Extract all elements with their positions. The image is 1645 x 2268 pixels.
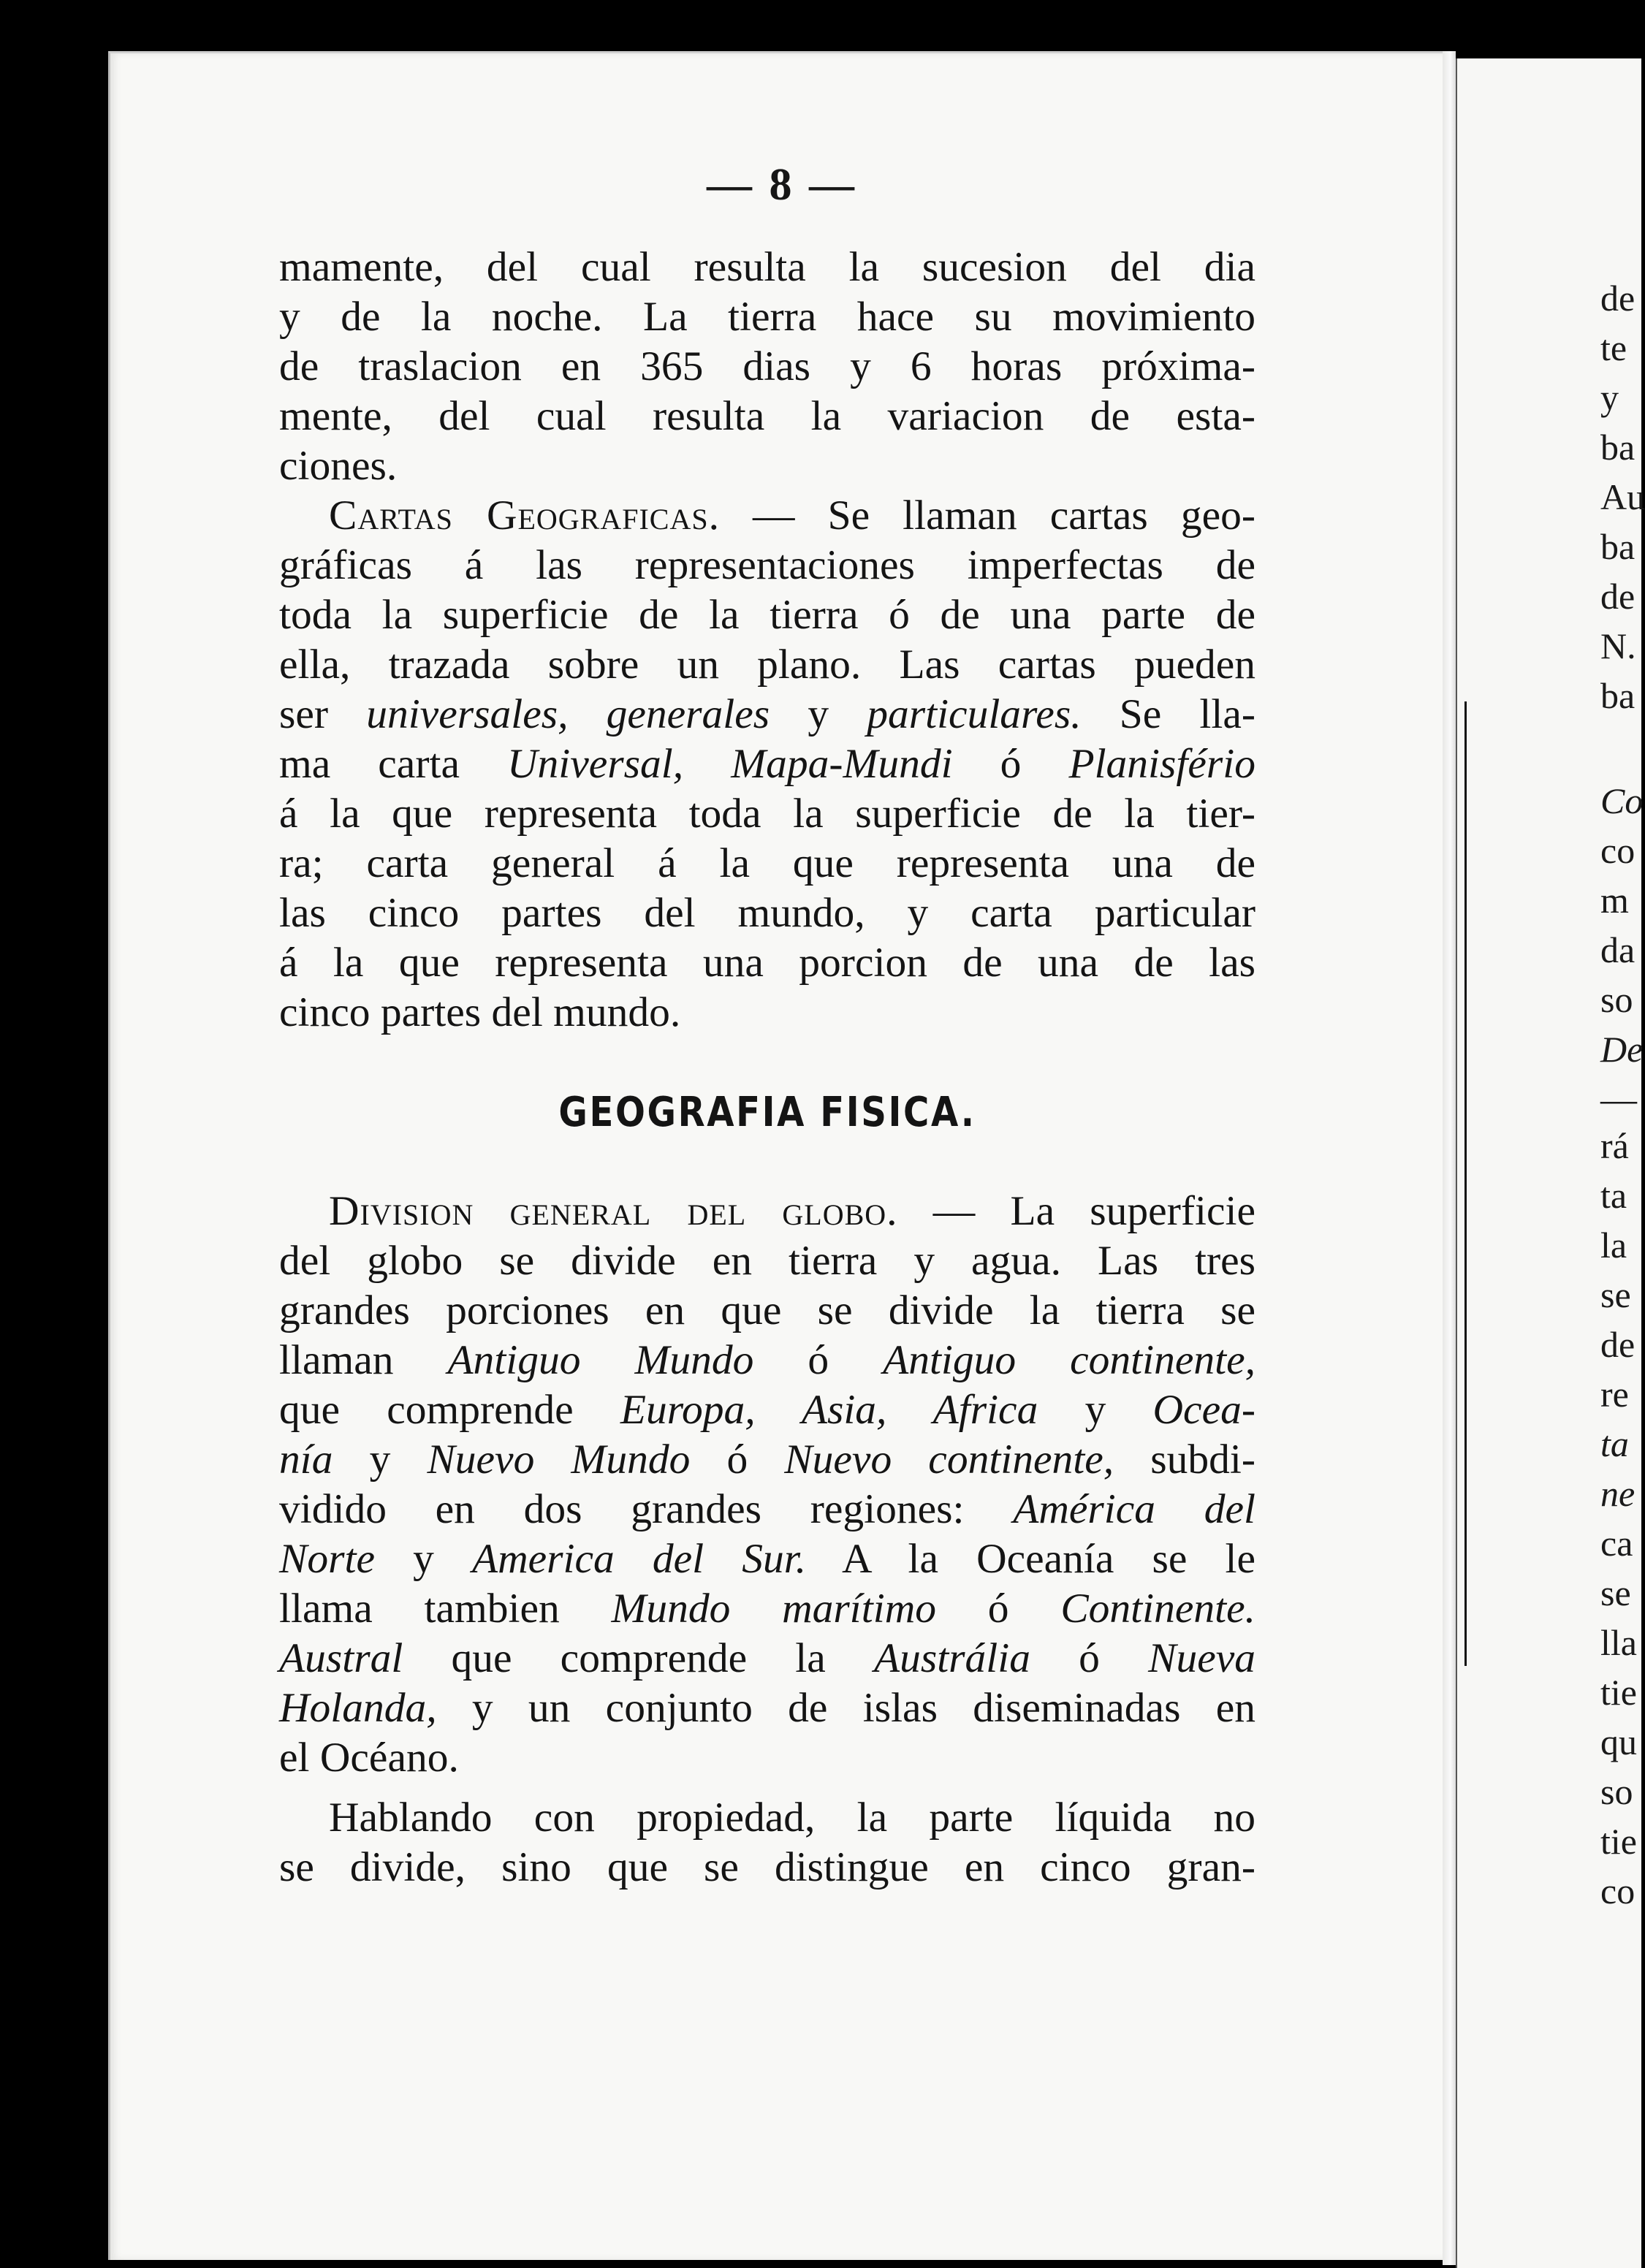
italic-run: Europa, Asia, Africa [620, 1387, 1038, 1433]
text-run: y un conjunto de islas diseminadas en [436, 1685, 1255, 1731]
italic-run: Planisfério [1068, 741, 1256, 787]
text-line [279, 1584, 1255, 1634]
italic-run: Holanda, [279, 1685, 437, 1731]
adjacent-page-fragment: te [1600, 327, 1627, 368]
paragraph-parte-liquida [279, 1793, 1255, 1892]
italic-run: Austral [279, 1635, 403, 1681]
text-line: las cinco partes del mundo, y carta particular [279, 890, 1255, 936]
text-line: ella, trazada sobre un plano. Las cartas pueden [279, 642, 1255, 688]
text-run: — Se llaman cartas geo- [720, 492, 1256, 539]
text-line [279, 1336, 1255, 1385]
run-heading: Cartas Geograficas. [329, 492, 720, 539]
text-line [279, 1385, 1255, 1435]
text-run: ó [753, 1337, 884, 1383]
text-line: á la que representa una porcion de una de las [279, 940, 1255, 986]
page-number: — 8 — [707, 160, 857, 210]
text-run: — La superficie [897, 1188, 1255, 1234]
section-heading: GEOGRAFIA FISICA. [558, 1089, 976, 1136]
text-line [279, 1435, 1255, 1485]
text-line [279, 491, 1255, 541]
adjacent-page-fragment: de [1600, 278, 1635, 319]
adjacent-page-fragment: ta [1600, 1423, 1629, 1464]
italic-run: Antiguo continente, [883, 1337, 1255, 1383]
text-run: y [770, 691, 867, 737]
italic-run: particulares. [867, 691, 1082, 737]
text-run: y [333, 1436, 428, 1483]
text-line: grandes porciones en que se divide la tierra se [279, 1287, 1255, 1333]
adjacent-page-fragment: rá [1600, 1125, 1629, 1166]
adjacent-page-fragment: se [1600, 1274, 1631, 1315]
text-line: mente, del cual resulta la variacion de esta- [279, 393, 1255, 439]
text-line [279, 1534, 1255, 1584]
text-line: ra; carta general á la que representa una de [279, 840, 1255, 886]
adjacent-page-rule [1464, 701, 1467, 1666]
text-line: toda la superficie de la tierra ó de una parte de [279, 592, 1255, 638]
italic-run: América del [1013, 1486, 1255, 1532]
adjacent-page-fragment: da [1600, 929, 1635, 970]
text-line: el Océano. [279, 1735, 459, 1781]
text-line: mamente, del cual resulta la sucesion del dia [279, 244, 1255, 290]
adjacent-page-fragment: ca [1600, 1523, 1633, 1564]
adjacent-page-fragment: se [1600, 1572, 1631, 1613]
text-run: ó [952, 741, 1069, 787]
adjacent-page-fragment: tie [1600, 1821, 1637, 1862]
adjacent-page-fragment: ne [1600, 1473, 1635, 1514]
text-run: ma carta [279, 741, 508, 787]
italic-run: nía [279, 1436, 333, 1483]
adjacent-page-fragment: Au [1600, 476, 1645, 517]
adjacent-page-fragment: y [1600, 377, 1619, 418]
italic-run: Norte [279, 1536, 375, 1582]
text-run: y [1038, 1387, 1153, 1433]
text-line: ciones. [279, 443, 398, 489]
adjacent-page-fragment: qu [1600, 1721, 1637, 1762]
adjacent-page-fragment: m [1600, 880, 1629, 921]
italic-run: America del Sur. [471, 1536, 807, 1582]
adjacent-page-fragment: ba [1600, 675, 1635, 716]
text-run: A la Oceanía se le [806, 1536, 1256, 1582]
italic-run: Austrália [873, 1635, 1031, 1681]
text-run: llaman [279, 1337, 448, 1383]
text-run: que comprende [279, 1387, 620, 1433]
paragraph-rotation [279, 243, 1255, 491]
adjacent-page-fragment: de [1600, 1324, 1635, 1365]
text-line: de traslacion en 365 dias y 6 horas próxima- [279, 343, 1255, 389]
adjacent-page-fragment: so [1600, 979, 1633, 1020]
text-run: llama tambien [279, 1586, 612, 1632]
adjacent-page-fragment: Co [1600, 780, 1644, 821]
text-run: ser [279, 691, 367, 737]
text-line: á la que representa toda la superficie de la tier- [279, 791, 1255, 837]
text-line [279, 1485, 1255, 1534]
italic-run: Ocea- [1152, 1387, 1255, 1433]
italic-run: Universal, Mapa-Mundi [507, 741, 953, 787]
adjacent-page-fragment: De [1600, 1029, 1644, 1070]
text-run: que comprende la [403, 1635, 874, 1681]
adjacent-page-fragment: re [1600, 1374, 1629, 1415]
adjacent-page-fragment: N. [1600, 625, 1636, 666]
text-line: del globo se divide en tierra y agua. Las tres [279, 1238, 1255, 1284]
text-run: vidido en dos grandes regiones: [279, 1486, 1014, 1532]
italic-run: Nuevo Mundo [427, 1436, 691, 1483]
adjacent-page-fragment: — [1600, 1078, 1637, 1119]
paragraph-cartas-geograficas [279, 491, 1255, 1038]
italic-run: Continente. [1060, 1586, 1256, 1632]
text-line: cinco partes del mundo. [279, 989, 681, 1035]
italic-run: Nueva [1148, 1635, 1255, 1681]
adjacent-page-fragment: so [1600, 1771, 1633, 1812]
text-line [279, 1187, 1255, 1236]
text-line: gráficas á las representaciones imperfectas de [279, 542, 1255, 588]
adjacent-page-fragment: ba [1600, 427, 1635, 468]
text-run: Se lla- [1081, 691, 1256, 737]
text-line: se divide, sino que se distingue en cinco gran- [279, 1844, 1255, 1890]
text-line: Hablando con propiedad, la parte líquida no [329, 1795, 1255, 1841]
paragraph-division-general [279, 1187, 1255, 1783]
italic-run: Nuevo continente, [784, 1436, 1114, 1483]
adjacent-page-fragment: lla [1600, 1622, 1637, 1663]
text-line [279, 690, 1255, 739]
page-gutter [1443, 51, 1456, 2265]
text-line [279, 1683, 1255, 1733]
adjacent-page-fragment: la [1600, 1225, 1627, 1266]
text-line [279, 1634, 1255, 1683]
text-run: ó [690, 1436, 785, 1483]
italic-run: Antiguo Mundo [447, 1337, 754, 1383]
text-run: ó [1030, 1635, 1149, 1681]
adjacent-page-fragment: co [1600, 1871, 1635, 1911]
text-run: subdi- [1114, 1436, 1256, 1483]
text-line: y de la noche. La tierra hace su movimiento [279, 294, 1255, 340]
text-run: ó [936, 1586, 1061, 1632]
text-run: y [374, 1536, 472, 1582]
run-heading: Division general del globo. [329, 1188, 898, 1234]
italic-run: Mundo marítimo [611, 1586, 937, 1632]
adjacent-page-fragment: ba [1600, 526, 1635, 567]
adjacent-page-fragment: de [1600, 576, 1635, 617]
adjacent-page-fragment: co [1600, 830, 1635, 871]
adjacent-page-fragment: tie [1600, 1672, 1637, 1713]
text-line [279, 739, 1255, 789]
adjacent-page-fragment: ta [1600, 1175, 1627, 1216]
italic-run: universales, generales [366, 691, 770, 737]
